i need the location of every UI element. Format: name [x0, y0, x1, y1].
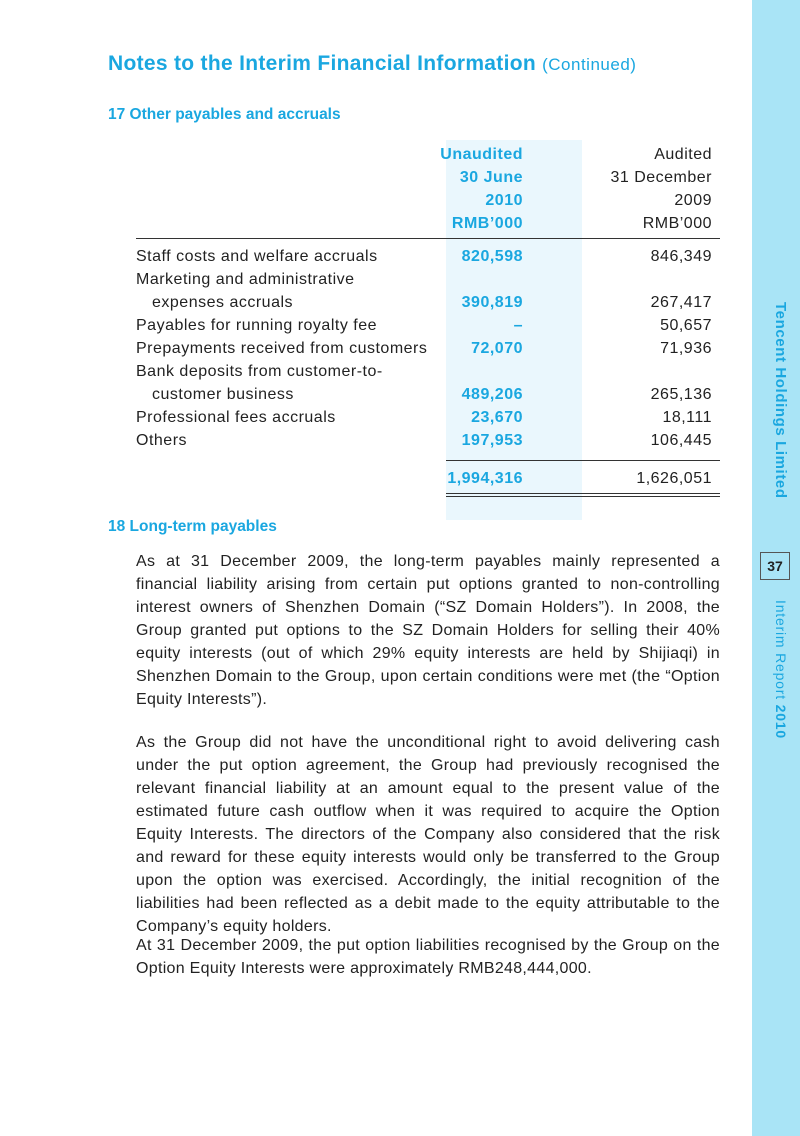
col-header-date-current: 30 June: [459, 169, 523, 186]
col-header-date-prior: 31 December: [610, 169, 712, 186]
table-header-divider: [136, 238, 720, 239]
sidebar-report-title: [765, 600, 789, 760]
row-label-others: Others: [136, 432, 188, 449]
page-title-text: Notes to the Interim Financial Information: [108, 52, 536, 75]
row-value-prior: 71,936: [660, 340, 712, 357]
paragraph: As at 31 December 2009, the long-term payables mainly represented a financial liability arising from certain put options granted to non-controlling interest owners of Shenzhen Domain (“SZ Domain Holders”). In 2008, the Group granted put options to the SZ Domain Holders for selling their 40% equity interests (out of which 29% equity interests are held by Shijiaqi) in Shenzhen Domain to the Group, upon certain conditions were met (the “Option Equity Interests”).: [136, 553, 720, 708]
note-18-heading: 18 Long-term payables: [108, 518, 277, 535]
col-header-year-prior: 2009: [674, 192, 712, 209]
total-value-current: 1,994,316: [447, 470, 523, 487]
continued-label: (Continued): [542, 55, 637, 74]
row-value-current: 489,206: [461, 386, 523, 403]
row-label-bank-deposits: Bank deposits from customer-to-: [136, 363, 383, 380]
row-value-prior: 267,417: [650, 294, 712, 311]
row-value-prior: 18,111: [662, 409, 712, 426]
paragraph: At 31 December 2009, the put option liabilities recognised by the Group on the Option Equity Interests were approximately RMB248,444,000.: [136, 937, 720, 977]
col-header-year-current: 2010: [485, 192, 523, 209]
row-label-staff-costs: Staff costs and welfare accruals: [136, 248, 378, 265]
col-header-status-current: Unaudited: [440, 146, 523, 163]
row-value-current: 23,670: [471, 409, 523, 426]
row-value-prior: 265,136: [650, 386, 712, 403]
row-value-prior: 106,445: [650, 432, 712, 449]
subtotal-rule: [446, 460, 720, 461]
report-year: 2010: [773, 704, 789, 739]
row-value-current: –: [513, 317, 523, 334]
row-label-royalty: Payables for running royalty fee: [136, 317, 378, 334]
row-label-bank-deposits-cont: customer business: [152, 386, 294, 403]
row-value-current: 197,953: [461, 432, 523, 449]
row-label-professional-fees: Professional fees accruals: [136, 409, 336, 426]
col-header-unit-prior: RMB’000: [642, 215, 712, 232]
row-label-marketing-cont: expenses accruals: [152, 294, 294, 311]
report-label: Interim Report: [773, 600, 789, 700]
row-value-current: 72,070: [471, 340, 523, 357]
row-value-current: 390,819: [461, 294, 523, 311]
row-value-prior: 846,349: [650, 248, 712, 265]
col-header-unit-current: RMB’000: [451, 215, 523, 232]
sidebar-company-name: Tencent Holdings Limited: [772, 302, 789, 499]
note-17-heading: 17 Other payables and accruals: [108, 106, 341, 123]
row-value-prior: 50,657: [660, 317, 712, 334]
col-header-status-prior: Audited: [654, 146, 712, 163]
row-label-prepayments: Prepayments received from customers: [136, 340, 428, 357]
page-number: 37: [760, 552, 790, 580]
page-title: [108, 52, 636, 76]
paragraph: As the Group did not have the unconditional right to avoid delivering cash under the put option agreement, the Group had previously recognised the relevant financial liability at an amount equal to the present value of the estimated future cash outflow when it was required to acquire the Option Equity Interests. The directors of the Company also considered that the risk and reward for these equity interests would only be transferred to the Group upon the option was exercised. Accordingly, the initial recognition of the liabilities had been reflected as a debit made to the equity attributable to the Company’s equity holders.: [136, 734, 720, 935]
total-rule-bottom: [446, 496, 720, 497]
total-value-prior: 1,626,051: [636, 470, 712, 487]
row-value-current: 820,598: [461, 248, 523, 265]
total-rule-top: [446, 493, 720, 494]
row-label-marketing: Marketing and administrative: [136, 271, 355, 288]
